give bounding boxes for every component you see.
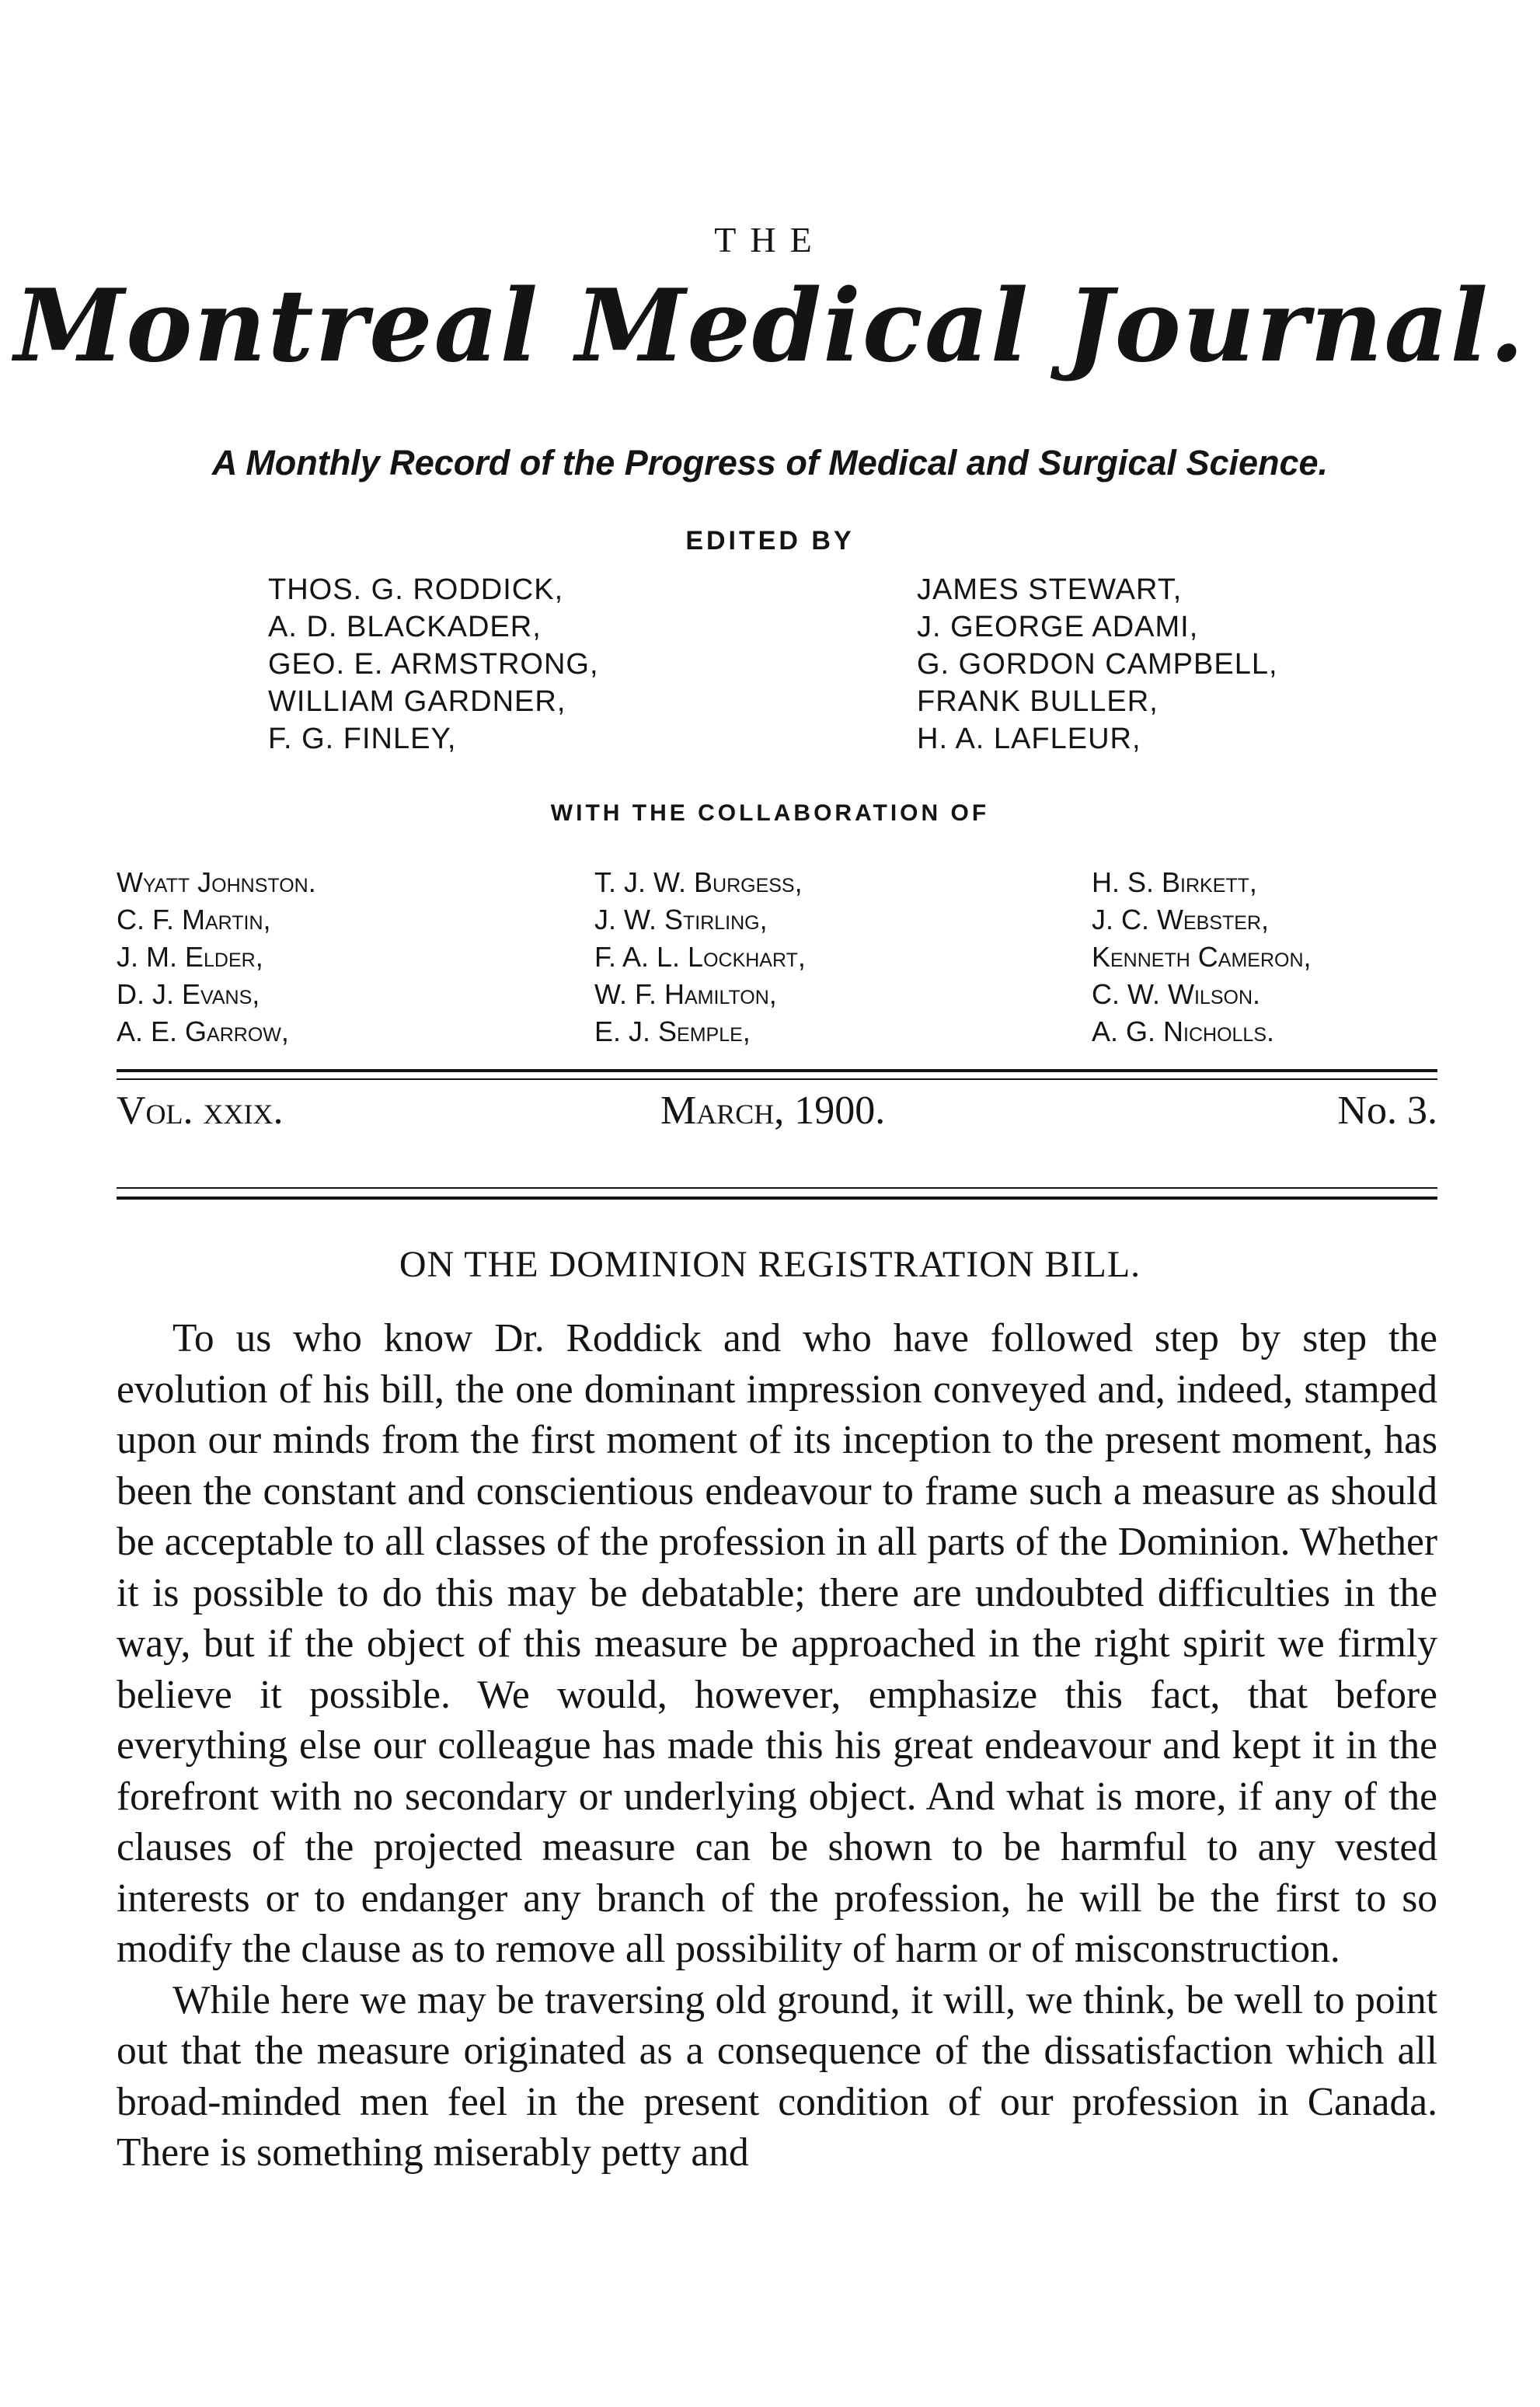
collaborator-name: A. G. Nicholls.	[1092, 1015, 1275, 1047]
journal-subtitle: A Monthly Record of the Progress of Medical and Surgical Science.	[211, 443, 1329, 482]
collaborator-name: J. M. Elder,	[117, 941, 263, 973]
collaborator-name: F. A. L. Lockhart,	[594, 941, 806, 973]
collaborator-name: H. S. Birkett,	[1092, 866, 1257, 898]
article-title: ON THE DOMINION REGISTRATION BILL.	[399, 1244, 1141, 1285]
collaborator-name: E. J. Semple,	[594, 1015, 751, 1047]
collaborators-column-1	[117, 864, 316, 1050]
article-paragraph: To us who know Dr. Roddick and who have followed step by step the evolution of his bill, the one dominant impression conveyed and, indeed, stamped upon our minds from the first moment of its inception to the present moment, has been the constant and conscientious endeavour to frame such a measure as should be acceptable to all classes of the profession in all parts of the Dominion. Whether it is possible to do this may be debatable; there are undoubted difficulties in the way, but if the object of this measure be approached in the right spirit we firmly believe it possible. We would, however, emphasize this fact, that before everything else our colleague has made this his great endeavour and kept it in the forefront with no secondary or underlying object. And what is more, if any of the clauses of the projected measure can be shown to be harmful to any vested interests or to endanger any branch of the profession, he will be the first to so modify the clause as to remove all possibility of harm or of misconstruction.	[117, 1316, 1437, 1971]
collaborator-name: C. W. Wilson.	[1092, 978, 1261, 1010]
editor-name: THOS. G. RODDICK,	[268, 573, 564, 606]
collaborator-name: Wyatt Johnston.	[117, 866, 316, 898]
collaborators-column-3	[1092, 864, 1312, 1050]
collaborator-name: W. F. Hamilton,	[594, 978, 777, 1010]
collaborator-name: T. J. W. Burgess,	[594, 866, 803, 898]
editor-name: FRANK BULLER,	[917, 685, 1158, 718]
bottom-rule-thin	[117, 1187, 1437, 1189]
volume-label: Vol. xxix.	[117, 1089, 284, 1133]
editor-name: G. GORDON CAMPBELL,	[917, 648, 1278, 681]
issue-date: March, 1900.	[660, 1089, 886, 1133]
editor-name: GEO. E. ARMSTRONG,	[268, 648, 599, 681]
editor-name: JAMES STEWART,	[917, 573, 1183, 606]
article-body	[117, 1313, 1437, 2179]
collaborators-column-2	[594, 864, 806, 1050]
editor-name: WILLIAM GARDNER,	[268, 685, 566, 718]
the-heading: THE	[714, 220, 826, 260]
editors-left-column	[268, 571, 599, 758]
collaborator-name: J. C. Webster,	[1092, 904, 1270, 935]
collaborator-name: D. J. Evans,	[117, 978, 260, 1010]
editor-name: A. D. BLACKADER,	[268, 611, 542, 643]
edited-by-heading: EDITED BY	[685, 526, 855, 556]
issue-line	[117, 1088, 1437, 1150]
editors-right-column	[917, 571, 1278, 758]
bottom-rule-thick	[117, 1197, 1437, 1200]
issue-number: No. 3.	[1337, 1089, 1437, 1133]
article-paragraph: While here we may be traversing old ground, it will, we think, be well to point out that the measure originated as a consequence of the dissatisfaction which all broad-minded men feel in the present condition of our profession in Canada. There is something miserably petty and	[117, 1977, 1437, 2175]
editor-name: F. G. FINLEY,	[268, 723, 457, 755]
collaboration-heading: WITH THE COLLABORATION OF	[550, 800, 990, 826]
editor-name: J. GEORGE ADAMI,	[917, 611, 1199, 643]
top-rule-thin	[117, 1078, 1437, 1080]
collaborator-name: C. F. Martin,	[117, 904, 271, 935]
collaborator-name: A. E. Garrow,	[117, 1015, 289, 1047]
collaborator-name: Kenneth Cameron,	[1092, 941, 1312, 973]
collaborator-name: J. W. Stirling,	[594, 904, 768, 935]
editor-name: H. A. LAFLEUR,	[917, 723, 1141, 755]
top-rule-thick	[117, 1069, 1437, 1072]
journal-masthead: Montreal Medical Journal.	[14, 268, 1526, 385]
